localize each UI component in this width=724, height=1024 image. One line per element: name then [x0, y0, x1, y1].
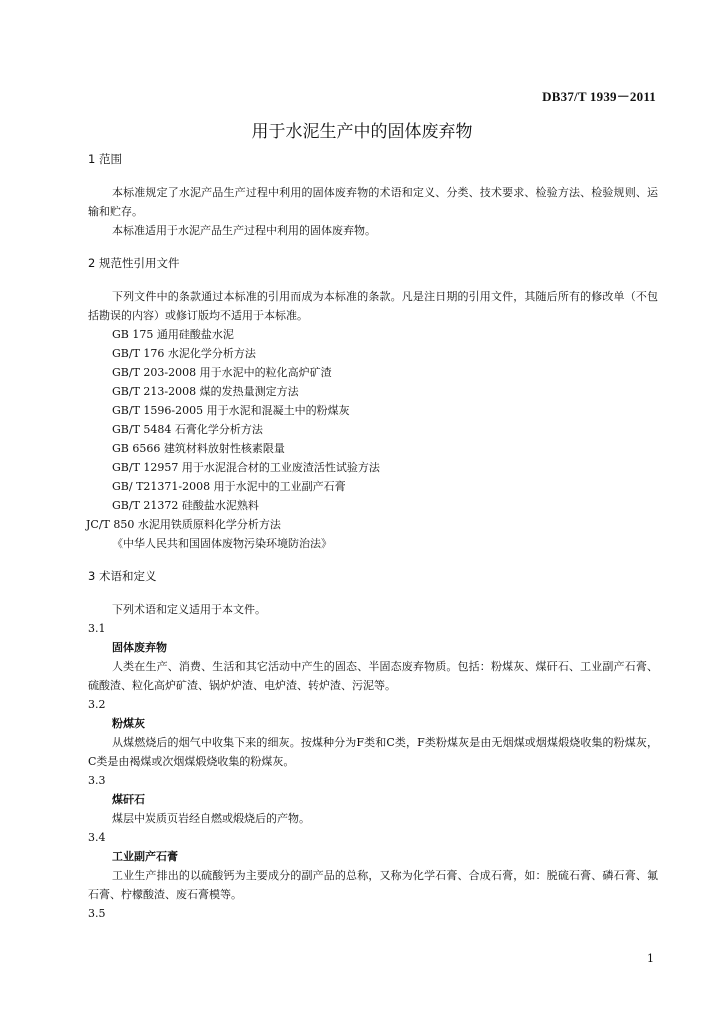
standard-code: DB37/T 1939－2011 — [542, 89, 656, 104]
page-number: 1 — [647, 952, 654, 965]
reference-item: GB/T 213-2008 煤的发热量测定方法 — [112, 385, 299, 398]
section-3-heading: 3 术语和定义 — [88, 569, 157, 583]
term-definition: 工业生产排出的以硫酸钙为主要成分的副产品的总称，又称为化学石膏、合成石膏，如：脱硫石膏、磷石膏、氟石膏、柠檬酸渣、废石膏模等。 — [88, 869, 658, 901]
reference-law: 《中华人民共和国固体废物污染环境防治法》 — [112, 537, 332, 550]
term-name: 工业副产石膏 — [112, 850, 178, 863]
term-definition: 从煤燃烧后的烟气中收集下来的细灰。按煤种分为F类和C类，F类粉煤灰是由无烟煤或烟煤煅烧收集的粉煤灰，C类是由褐煤或次烟煤煅烧收集的粉煤灰。 — [88, 736, 658, 768]
document-title: 用于水泥生产中的固体废弃物 — [251, 122, 473, 142]
reference-item: JC/T 850 水泥用铁质原料化学分析方法 — [86, 518, 281, 531]
reference-item: GB/T 203-2008 用于水泥中的粒化高炉矿渣 — [112, 366, 332, 379]
term-name: 煤矸石 — [112, 793, 145, 806]
section-1-paragraph: 本标准规定了水泥产品生产过程中利用的固体废弃物的术语和定义、分类、技术要求、检验方法、检验规则、运输和贮存。 — [88, 186, 658, 218]
reference-item: GB/T 176 水泥化学分析方法 — [112, 347, 256, 360]
reference-item: GB/T 1596-2005 用于水泥和混凝土中的粉煤灰 — [112, 404, 350, 417]
section-2-intro: 下列文件中的条款通过本标准的引用而成为本标准的条款。凡是注日期的引用文件，其随后所有的修改单（不包括勘误的内容）或修订版均不适用于本标准。 — [88, 290, 658, 322]
section-1-heading: 1 范围 — [88, 152, 122, 166]
reference-item: GB/T 12957 用于水泥混合材的工业废渣活性试验方法 — [112, 461, 380, 474]
document-body — [88, 150, 658, 923]
term-definition: 人类在生产、消费、生活和其它活动中产生的固态、半固态废弃物质。包括：粉煤灰、煤矸石、工业副产石膏、硫酸渣、粒化高炉矿渣、锅炉炉渣、电炉渣、转炉渣、污泥等。 — [88, 660, 658, 692]
reference-item: GB/ T21371-2008 用于水泥中的工业副产石膏 — [112, 480, 346, 493]
reference-item: GB/T 5484 石膏化学分析方法 — [112, 423, 263, 436]
section-1-paragraph: 本标准适用于水泥产品生产过程中利用的固体废弃物。 — [112, 224, 376, 237]
term-number: 3.5 — [88, 907, 106, 920]
term-name: 固体废弃物 — [112, 641, 167, 654]
term-number: 3.2 — [88, 698, 106, 711]
term-number: 3.4 — [88, 831, 106, 844]
term-definition: 煤层中炭质页岩经自燃或煅烧后的产物。 — [112, 812, 310, 825]
reference-item: GB/T 21372 硅酸盐水泥熟料 — [112, 499, 259, 512]
section-2-heading: 2 规范性引用文件 — [88, 256, 180, 270]
reference-item: GB 175 通用硅酸盐水泥 — [112, 328, 234, 341]
term-number: 3.1 — [88, 622, 106, 635]
section-3-intro: 下列术语和定义适用于本文件。 — [112, 603, 266, 616]
reference-item: GB 6566 建筑材料放射性核素限量 — [112, 442, 285, 455]
term-name: 粉煤灰 — [112, 717, 145, 730]
term-number: 3.3 — [88, 774, 106, 787]
